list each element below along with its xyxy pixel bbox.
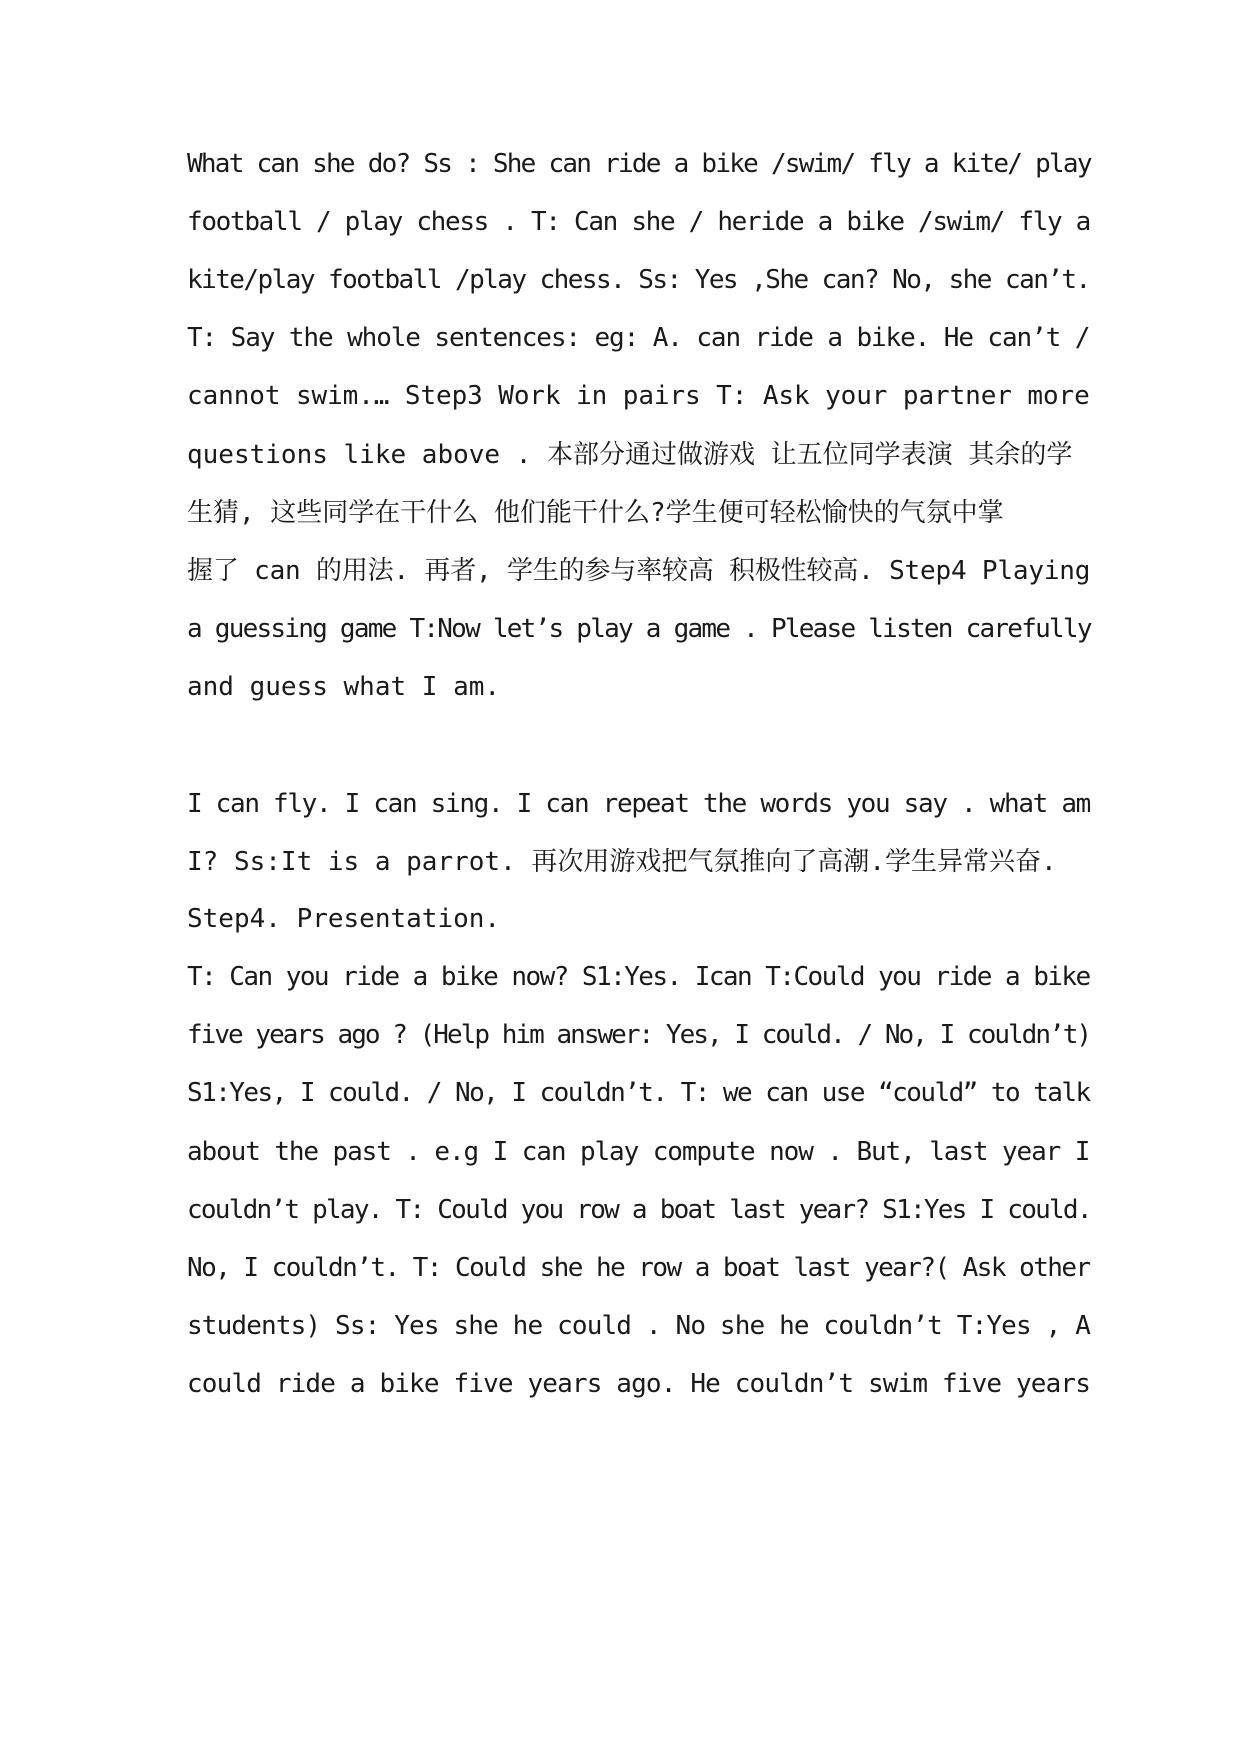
- text-line: football / play chess . T: Can she / heride a bike /swim/ fly a: [187, 207, 1090, 237]
- text-line: I can fly. I can sing. I can repeat the words you say . what am: [187, 789, 1090, 819]
- text-line: cannot swim.… Step3 Work in pairs T: Ask your partner more: [187, 381, 1090, 411]
- text-line: S1:Yes, I could. / No, I couldn’t. T: we can use “could” to talk: [187, 1078, 1090, 1108]
- text-line: No, I couldn’t. T: Could she he row a boat last year?( Ask other: [187, 1253, 1090, 1283]
- text-line: about the past . e.g I can play compute now . But, last year I: [187, 1137, 1090, 1167]
- text-line: T: Say the whole sentences: eg: A. can ride a bike. He can’t /: [187, 323, 1090, 353]
- text-line: five years ago ? (Help him answer: Yes, I could. / No, I couldn’t): [187, 1020, 1091, 1050]
- text-line: What can she do? Ss : She can ride a bike /swim/ fly a kite/ play: [187, 149, 1091, 179]
- text-line: and guess what I am.: [187, 672, 501, 702]
- text-line: kite/play football /play chess. Ss: Yes ,She can? No, she can’t.: [187, 265, 1090, 295]
- text-line: 生猜, 这些同学在干什么 他们能干什么?学生便可轻松愉快的气氛中掌: [187, 498, 1004, 528]
- text-line: couldn’t play. T: Could you row a boat last year? S1:Yes I could.: [187, 1195, 1091, 1225]
- text-line: students) Ss: Yes she he could . No she he couldn’t T:Yes , A: [187, 1311, 1091, 1341]
- text-line: questions like above . 本部分通过做游戏 让五位同学表演 其余的学: [187, 440, 1073, 470]
- text-line: 握了 can 的用法. 再者, 学生的参与率较高 积极性较高. Step4 Playing: [187, 556, 1091, 586]
- text-line: I? Ss:It is a parrot. 再次用游戏把气氛推向了高潮.学生异常兴奋.: [187, 847, 1057, 877]
- text-line: T: Can you ride a bike now? S1:Yes. Ican T:Could you ride a bike: [187, 962, 1090, 992]
- text-line: a guessing game T:Now let’s play a game . Please listen carefully: [187, 614, 1091, 644]
- text-line: could ride a bike five years ago. He couldn’t swim five years: [187, 1369, 1091, 1399]
- text-line: Step4. Presentation.: [187, 904, 501, 934]
